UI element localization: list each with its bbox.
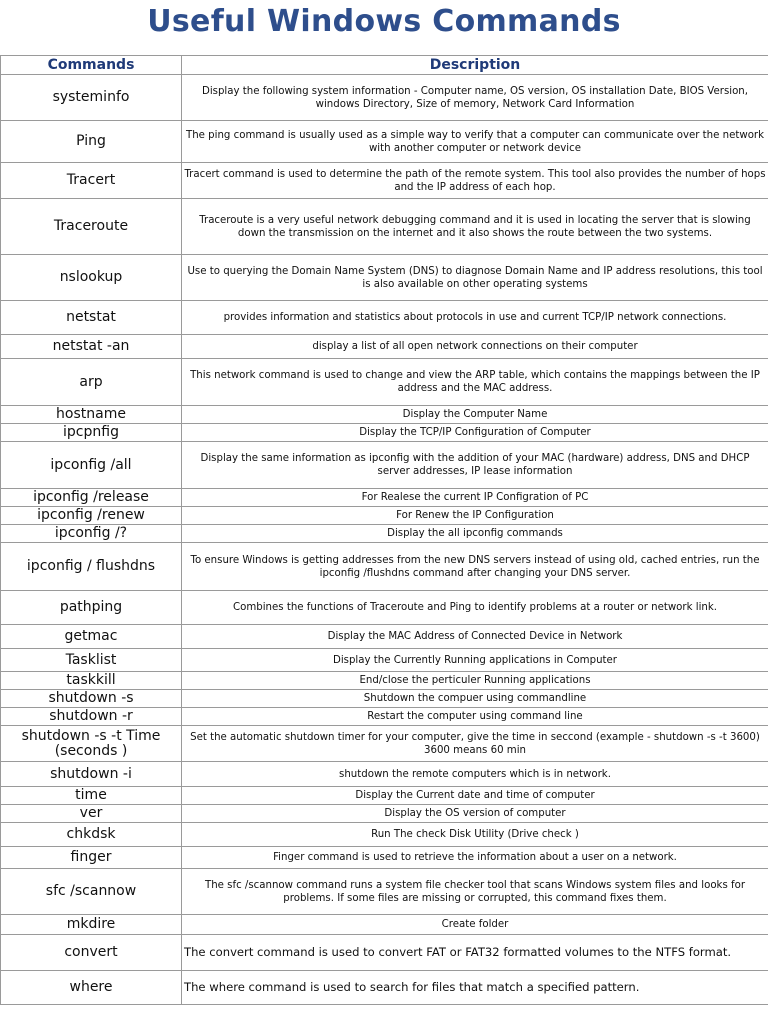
command-cell: ipconfig / flushdns	[1, 543, 182, 591]
command-cell: chkdsk	[1, 823, 182, 847]
description-cell: Display the OS version of computer	[182, 805, 768, 823]
table-row	[1, 625, 768, 649]
commands-column-header: Commands	[1, 56, 182, 75]
table-row	[1, 649, 768, 672]
command-cell: hostname	[1, 406, 182, 424]
description-cell: Display the TCP/IP Configuration of Computer	[182, 424, 768, 442]
description-cell: Use to querying the Domain Name System (DNS) to diagnose Domain Name and IP address resolutions, this tool is also available on other operating systems	[182, 255, 768, 301]
command-cell: ipconfig /all	[1, 442, 182, 489]
table-row	[1, 543, 768, 591]
description-cell: Display the same information as ipconfig with the addition of your MAC (hardware) address, DNS and DHCP server addresses, IP lease information	[182, 442, 768, 489]
description-cell: Display the all ipconfig commands	[182, 525, 768, 543]
description-cell: Tracert command is used to determine the path of the remote system. This tool also provides the number of hops and the IP address of each hop.	[182, 163, 768, 199]
table-row	[1, 424, 768, 442]
command-cell: ver	[1, 805, 182, 823]
command-cell: ipconfig /release	[1, 489, 182, 507]
description-cell: Run The check Disk Utility (Drive check )	[182, 823, 768, 847]
description-cell: This network command is used to change and view the ARP table, which contains the mappings between the IP address and the MAC address.	[182, 359, 768, 406]
description-cell: Display the MAC Address of Connected Device in Network	[182, 625, 768, 649]
table-row	[1, 869, 768, 915]
command-cell: shutdown -r	[1, 708, 182, 726]
description-cell: Finger command is used to retrieve the information about a user on a network.	[182, 847, 768, 869]
command-cell: getmac	[1, 625, 182, 649]
command-cell: finger	[1, 847, 182, 869]
command-cell: sfc /scannow	[1, 869, 182, 915]
table-row	[1, 255, 768, 301]
table-row	[1, 335, 768, 359]
description-cell: The sfc /scannow command runs a system file checker tool that scans Windows system files and looks for problems. If some files are missing or corrupted, this command fixes them.	[182, 869, 768, 915]
table-row	[1, 690, 768, 708]
command-cell: where	[1, 971, 182, 1005]
table-header-row	[1, 56, 768, 75]
table-row	[1, 406, 768, 424]
description-cell: shutdown the remote computers which is in network.	[182, 762, 768, 787]
table-row	[1, 847, 768, 869]
command-cell: netstat -an	[1, 335, 182, 359]
description-cell: Combines the functions of Traceroute and Ping to identify problems at a router or network link.	[182, 591, 768, 625]
table-row	[1, 915, 768, 935]
table-row	[1, 787, 768, 805]
table-row	[1, 507, 768, 525]
table-row	[1, 805, 768, 823]
table-row	[1, 708, 768, 726]
table-row	[1, 163, 768, 199]
table-row	[1, 726, 768, 762]
command-cell: mkdire	[1, 915, 182, 935]
table-row	[1, 672, 768, 690]
table-row	[1, 525, 768, 543]
description-cell: Shutdown the compuer using commandline	[182, 690, 768, 708]
table-row	[1, 762, 768, 787]
table-row	[1, 75, 768, 121]
table-row	[1, 971, 768, 1005]
command-cell: netstat	[1, 301, 182, 335]
table-row	[1, 591, 768, 625]
description-cell: provides information and statistics about protocols in use and current TCP/IP network connections.	[182, 301, 768, 335]
description-cell: Set the automatic shutdown timer for your computer, give the time in seccond (example - shutdown -s -t 3600) 3600 means 60 min	[182, 726, 768, 762]
command-cell: ipconfig /?	[1, 525, 182, 543]
description-cell: For Realese the current IP Configration of PC	[182, 489, 768, 507]
commands-table	[0, 55, 768, 1005]
command-cell: taskkill	[1, 672, 182, 690]
description-cell: End/close the perticuler Running applications	[182, 672, 768, 690]
command-cell: shutdown -i	[1, 762, 182, 787]
table-row	[1, 935, 768, 971]
command-cell: arp	[1, 359, 182, 406]
command-cell: Traceroute	[1, 199, 182, 255]
description-cell: Display the following system information - Computer name, OS version, OS installation Date, BIOS Version, windows Directory, Size of memory, Network Card Information	[182, 75, 768, 121]
table-row	[1, 442, 768, 489]
description-cell: To ensure Windows is getting addresses from the new DNS servers instead of using old, cached entries, run the ipconfig /flushdns command after changing your DNS server.	[182, 543, 768, 591]
table-row	[1, 301, 768, 335]
table-row	[1, 121, 768, 163]
command-cell: time	[1, 787, 182, 805]
description-cell: Display the Computer Name	[182, 406, 768, 424]
description-column-header: Description	[182, 56, 768, 75]
command-cell: Tracert	[1, 163, 182, 199]
command-cell: pathping	[1, 591, 182, 625]
description-cell: Display the Currently Running applications in Computer	[182, 649, 768, 672]
description-cell: The ping command is usually used as a simple way to verify that a computer can communicate over the network with another computer or network device	[182, 121, 768, 163]
command-cell: nslookup	[1, 255, 182, 301]
description-cell: display a list of all open network connections on their computer	[182, 335, 768, 359]
description-cell: Traceroute is a very useful network debugging command and it is used in locating the server that is slowing down the transmission on the internet and it also shows the route between the two systems.	[182, 199, 768, 255]
command-cell: Ping	[1, 121, 182, 163]
table-row	[1, 199, 768, 255]
table-row	[1, 359, 768, 406]
description-cell: Restart the computer using command line	[182, 708, 768, 726]
page-title: Useful Windows Commands	[147, 4, 621, 39]
command-cell: shutdown -s	[1, 690, 182, 708]
command-cell: convert	[1, 935, 182, 971]
command-cell: shutdown -s -t Time (seconds )	[1, 726, 182, 762]
command-cell: ipcpnfig	[1, 424, 182, 442]
command-cell: systeminfo	[1, 75, 182, 121]
command-cell: ipconfig /renew	[1, 507, 182, 525]
description-cell: The where command is used to search for files that match a specified pattern.	[182, 971, 768, 1005]
table-row	[1, 489, 768, 507]
description-cell: Display the Current date and time of computer	[182, 787, 768, 805]
table-row	[1, 823, 768, 847]
description-cell: The convert command is used to convert FAT or FAT32 formatted volumes to the NTFS format.	[182, 935, 768, 971]
description-cell: Create folder	[182, 915, 768, 935]
command-cell: Tasklist	[1, 649, 182, 672]
description-cell: For Renew the IP Configuration	[182, 507, 768, 525]
